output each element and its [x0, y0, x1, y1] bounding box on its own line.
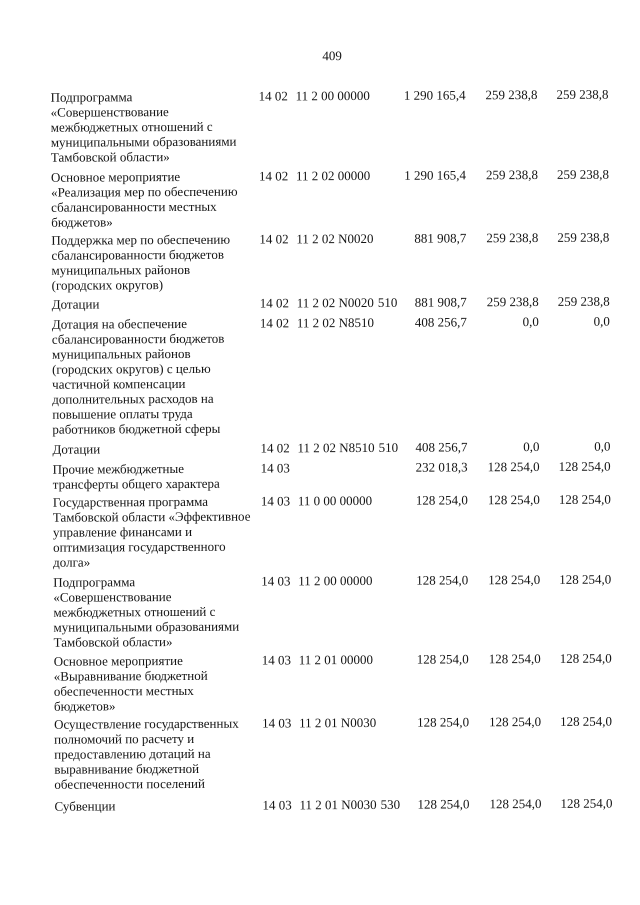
section-code: 14 03	[261, 652, 291, 668]
row-name: Дотации	[51, 296, 100, 312]
target-article-code	[297, 315, 378, 330]
section-code: 14 02	[259, 231, 289, 247]
amount-3: 128 254,0	[559, 571, 612, 587]
target-article-code	[297, 295, 398, 311]
amount-3: 259 238,8	[557, 293, 610, 309]
row-name: Дотация на обеспечение сбалансированности бюджетов муниципальных районов (городских округов) с целью частичной компенсации дополнительных расходов на повышение оплаты труда работников бюджетной сферы	[51, 315, 225, 437]
amount-3: 128 254,0	[559, 650, 612, 666]
target-article-code	[299, 715, 380, 730]
row-name: Субвенции	[54, 798, 116, 814]
section-code: 14 02	[259, 295, 289, 311]
amount-2: 128 254,0	[487, 458, 540, 475]
section-code: 14 03	[261, 573, 291, 589]
target-article-code	[296, 168, 374, 183]
section-code: 14 03	[262, 797, 292, 813]
budget-row	[4, 650, 640, 714]
csr-code: 11 2 01 N0030	[298, 714, 377, 731]
row-name: Основное мероприятие «Реализация мер по обеспечению сбалансированности местных бюджетов»	[50, 168, 238, 230]
amount-1: 128 254,0	[416, 714, 470, 730]
section-code: 14 03	[260, 493, 291, 509]
amount-3: 259 238,8	[556, 166, 610, 182]
amount-3: 259 238,8	[556, 86, 609, 102]
amount-1: 408 256,7	[414, 314, 467, 330]
amount-2: 0,0	[522, 313, 539, 330]
row-name: Осуществление государственных полномочий по расчету и предоставлению дотаций на выравнивание бюджетной обеспеченности поселений	[54, 715, 239, 792]
amount-1: 1 290 165,4	[403, 87, 466, 103]
section-code: 14 02	[258, 168, 289, 184]
target-article-code	[299, 652, 377, 667]
amount-3: 128 254,0	[558, 458, 611, 474]
budget-row	[1, 166, 640, 230]
amount-3: 259 238,8	[557, 229, 610, 245]
row-name: Подпрограмма «Совершенствование межбюджетных отношений с муниципальными образованиями Тамбовской области»	[53, 574, 240, 650]
csr-code: 11 2 02 N8510	[297, 439, 375, 456]
amount-1: 881 908,7	[414, 294, 467, 310]
csr-code: 11 2 00 00000	[298, 572, 373, 589]
budget-row	[2, 313, 640, 437]
expense-type-code: 510	[377, 294, 398, 310]
budget-row	[4, 713, 640, 792]
amount-1: 128 254,0	[416, 572, 469, 588]
page-number: 409	[322, 48, 342, 64]
budget-row	[2, 438, 640, 457]
section-code: 14 02	[260, 440, 290, 456]
amount-2: 259 238,8	[485, 166, 539, 183]
target-article-code	[296, 231, 377, 246]
target-article-code	[298, 493, 376, 508]
amount-1: 232 018,3	[415, 459, 468, 475]
section-code: 14 03	[260, 460, 290, 476]
expense-type-code: 530	[380, 796, 401, 812]
amount-2: 128 254,0	[489, 795, 542, 812]
amount-1: 128 254,0	[415, 492, 468, 508]
target-article-code	[299, 797, 400, 813]
amount-1: 1 290 165,4	[404, 167, 467, 183]
budget-row	[1, 229, 640, 293]
amount-1: 128 254,0	[417, 796, 470, 812]
csr-code: 11 2 02 N0020	[296, 294, 374, 311]
budget-row	[3, 491, 640, 570]
amount-2: 259 238,8	[485, 86, 538, 103]
amount-2: 259 238,8	[486, 229, 539, 246]
amount-1: 408 256,7	[415, 439, 468, 455]
expense-type-code: 510	[378, 439, 399, 455]
budget-row	[3, 571, 640, 650]
amount-3: 128 254,0	[559, 713, 613, 729]
amount-1: 881 908,7	[414, 230, 467, 246]
amount-2: 128 254,0	[488, 571, 541, 588]
budget-row	[2, 293, 640, 312]
amount-3: 128 254,0	[558, 491, 611, 507]
target-article-code	[298, 573, 376, 588]
section-code: 14 02	[259, 315, 290, 331]
csr-code: 11 2 02 00000	[295, 167, 371, 184]
target-article-code	[295, 88, 373, 103]
amount-2: 0,0	[523, 438, 540, 455]
amount-2: 259 238,8	[486, 293, 539, 310]
row-name: Основное мероприятие «Выравнивание бюджетной обеспеченности местных бюджетов»	[53, 652, 208, 714]
budget-row	[4, 795, 640, 814]
section-code: 14 03	[262, 715, 292, 731]
amount-2: 128 254,0	[487, 491, 540, 508]
row-name: Дотации	[52, 441, 101, 457]
csr-code: 11 2 01 00000	[298, 651, 374, 668]
csr-code: 11 2 02 N8510	[296, 314, 375, 331]
row-name: Подпрограмма «Совершенствование межбюджетных отношений с муниципальными образованиями Тамбовской области»	[50, 89, 237, 165]
amount-1: 128 254,0	[416, 651, 469, 667]
target-article-code	[297, 440, 398, 456]
csr-code: 11 2 00 00000	[295, 87, 370, 104]
amount-3: 0,0	[594, 438, 611, 454]
budget-row	[1, 86, 640, 165]
budget-row	[3, 458, 640, 492]
row-name: Государственная программа Тамбовской области «Эффективное управление финансами и оптимизация государственного долга»	[52, 493, 251, 570]
amount-2: 128 254,0	[488, 650, 541, 667]
csr-code: 11 2 01 N0030	[299, 796, 377, 813]
amount-3: 128 254,0	[560, 795, 613, 811]
csr-code: 11 2 02 N0020	[296, 230, 374, 247]
row-name: Поддержка мер по обеспечению сбалансированности бюджетов муниципальных районов (городских округов)	[51, 231, 231, 293]
section-code: 14 02	[258, 88, 288, 104]
csr-code: 11 0 00 00000	[297, 492, 373, 509]
amount-3: 0,0	[593, 313, 610, 329]
amount-2: 128 254,0	[488, 713, 542, 730]
target-article-code	[298, 460, 302, 475]
row-name: Прочие межбюджетные трансферты общего характера	[52, 460, 220, 492]
